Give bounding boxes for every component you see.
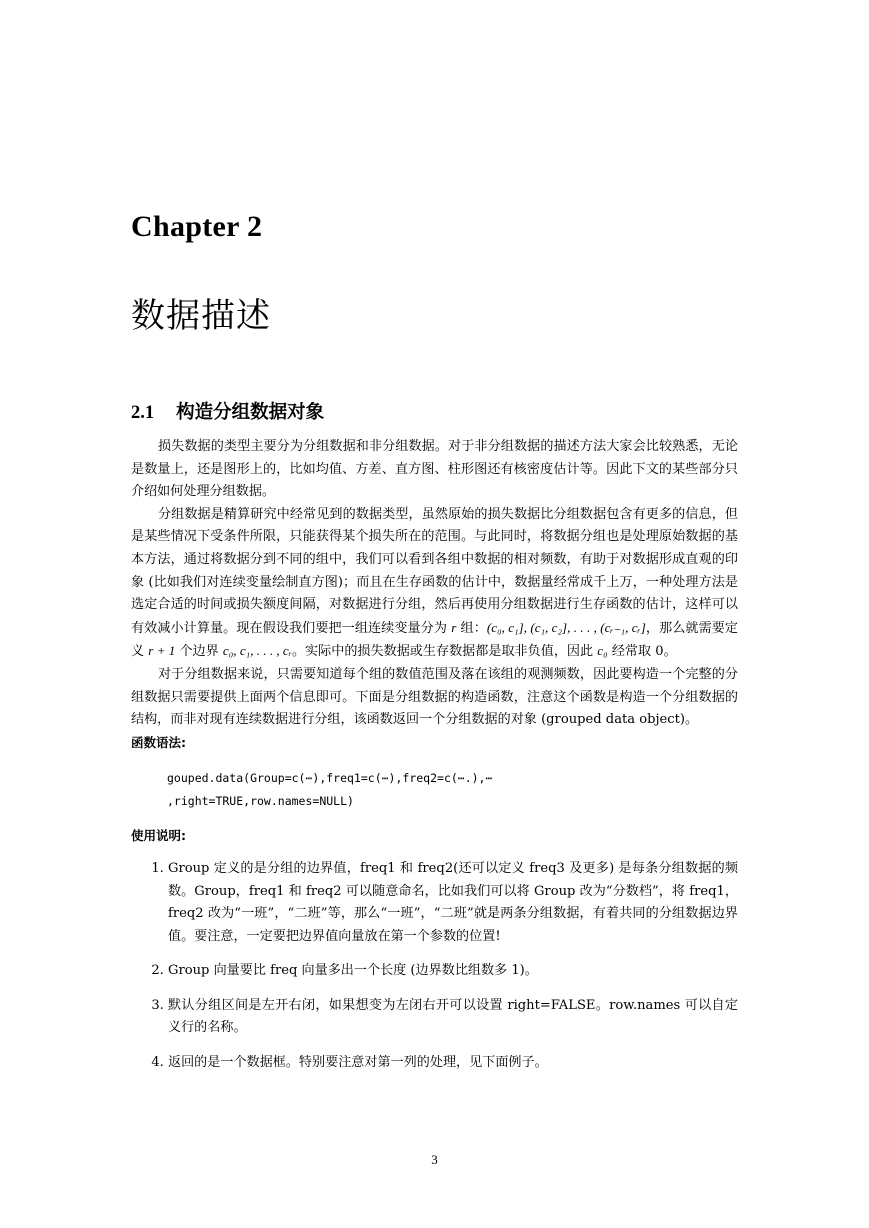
section-number: 2.1 [131, 403, 155, 423]
usage-list [131, 858, 738, 1075]
paragraph-3: 对于分组数据来说，只需要知道每个组的数值范围及落在该组的观测频数，因此要构造一个完整的分组数据只需要提供上面两个信息即可。下面是分组数据的构造函数，注意这个函数是构造一个分组数据的结构，而非对现有连续数据进行分组，该函数返回一个分组数据的对象 (grouped data object)。 [131, 666, 738, 728]
list-item: 1. Group 定义的是分组的边界值，freq1 和 freq2(还可以定义 freq3 及更多) 是每条分组数据的频数。Group，freq1 和 freq2 可以随意命名，比如我们可以将 Group 改为“分数档”，将 freq1，freq2 改为“一班”，“二班”等，那么“一班”，“二班”就是两条分组数据，有着共同的分组数据边界值。要注意，一定要把边界值向量放在第一个参数的位置! [168, 858, 738, 948]
list-item: 2. Group 向量要比 freq 向量多出一个长度 (边界数比组数多 1)。 [168, 960, 738, 983]
paragraph-2-text-d: 个边界 [175, 644, 219, 660]
usage-label: 使用说明: [131, 828, 186, 844]
math-r: r [451, 619, 457, 635]
paragraph-2-text-b: 组： [456, 620, 487, 636]
section-heading [131, 398, 324, 424]
section-title: 构造分组数据对象 [176, 402, 325, 423]
math-bounds: c₀, c₁, . . . , cᵣ [222, 643, 292, 659]
paragraph-2-text-e: 。实际中的损失数据或生存数据都是取非负值，因此 [291, 644, 594, 660]
syntax-line-2: ,right=TRUE,row.names=NULL) [167, 794, 354, 809]
chapter-title: 数据描述 [131, 296, 271, 336]
chapter-label: Chapter 2 [131, 210, 263, 243]
syntax-code-block [167, 767, 738, 813]
list-item: 3. 默认分组区间是左开右闭，如果想变为左闭右开可以设置 right=FALSE。row.names 可以自定义行的名称。 [168, 995, 738, 1040]
body-text [131, 436, 738, 1087]
page-number: 3 [431, 1152, 438, 1167]
math-intervals: (c₀, c₁], (c₁, c₂], . . . , (cᵣ₋₁, cᵣ] [486, 619, 646, 635]
math-r-plus-1: r + 1 [148, 643, 176, 659]
list-item: 4. 返回的是一个数据框。特别要注意对第一列的处理，见下面例子。 [168, 1052, 738, 1075]
paragraph-2-text-f: 经常取 0。 [607, 644, 677, 660]
paragraph-2 [131, 504, 738, 664]
syntax-line-1: gouped.data(Group=c(⋯),freq1=c(⋯),freq2=c(⋯.),⋯ [167, 771, 493, 786]
paragraph-1: 损失数据的类型主要分为分组数据和非分组数据。对于非分组数据的描述方法大家会比较熟悉，无论是数量上，还是图形上的，比如均值、方差、直方图、柱形图还有核密度估计等。因此下文的某些部分只介绍如何处理分组数据。 [131, 439, 738, 500]
math-c0: c₀ [597, 643, 608, 659]
paragraph-2-text-c: ，那么就需要定义 [131, 620, 739, 660]
syntax-label: 函数语法: [131, 734, 186, 750]
paragraph-2-text-a: 分组数据是精算研究中经常见到的数据类型，虽然原始的损失数据比分组数据包含有更多的信息，但是某些情况下受条件所限，只能获得某个损失所在的范围。与此同时，将数据分组也是处理原始数据的基本方法，通过将数据分到不同的组中，我们可以看到各组中数据的相对频数，有助于对数据形成直观的印象 (比如我们对连续变量绘制直方图)；而且在生存函数的估计中，数据量经常成千上万，一种处理方法是选定合适的时间或损失额度间隔，对数据进行分组，然后再使用分组数据进行生存函数的估计，这样可以有效减小计算量。现在假设我们要把一组连续变量分为 [131, 506, 738, 636]
